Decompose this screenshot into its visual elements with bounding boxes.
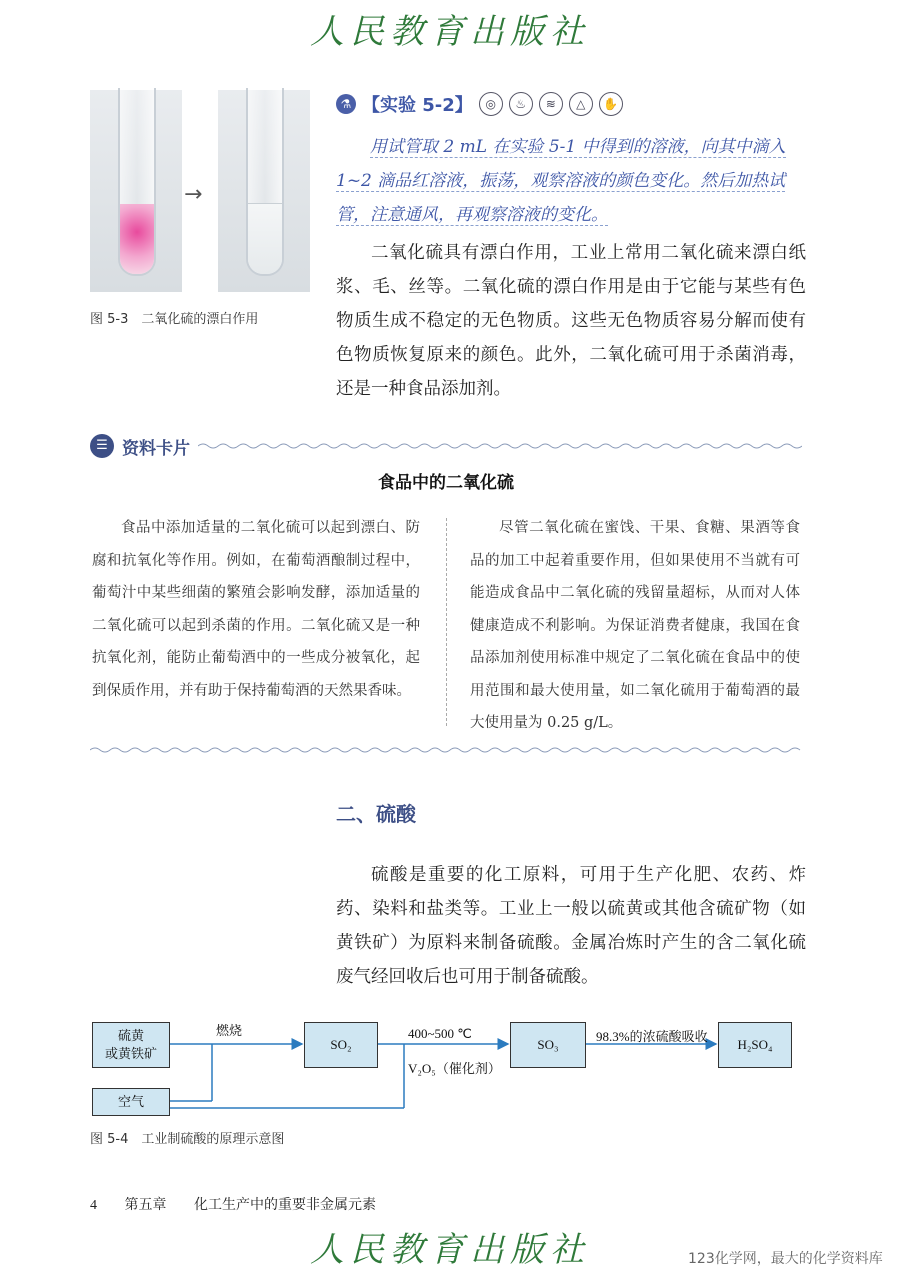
heat-icon: ♨ <box>509 92 533 116</box>
box-so3: SO₃ <box>510 1022 586 1068</box>
figure-caption-5-4: 图 5-4 工业制硫酸的原理示意图 <box>90 1132 285 1147</box>
box-sulfur-pyrite <box>92 1022 170 1068</box>
info-card-left-column: 食品中添加适量的二氧化硫可以起到漂白、防腐和抗氧化等作用。例如，在葡萄酒酿制过程中，葡萄汁中某些细菌的繁殖会影响发酵，添加适量的二氧化硫可以起到杀菌的作用。二氧化硫又是一种抗氧化剂，能防止葡萄酒中的一些成分被氧化，起到保质作用，并有助于保持葡萄酒的天然果香味。 <box>92 520 420 699</box>
hand-wash-icon: ✋ <box>599 92 623 116</box>
box-so2: SO₂ <box>304 1022 378 1068</box>
test-tube-photo-pink <box>90 90 182 292</box>
flask-icon: ⚗ <box>336 94 356 114</box>
box-pyrite-label: 或黄铁矿 <box>104 1046 157 1061</box>
wavy-divider-bottom <box>90 745 802 755</box>
hazard-icon: △ <box>569 92 593 116</box>
document-icon: ☰ <box>90 434 114 458</box>
paragraph-sulfuric-acid: 硫酸是重要的化工原料，可用于生产化肥、农药、炸药、染料和盐类等。工业上一般以硫黄或其他含硫矿物（如黄铁矿）为原料来制备硫酸。金属冶炼时产生的含二氧化硫废气经回收后也可用于制备硫酸。 <box>336 865 806 987</box>
info-card-label: 资料卡片 <box>122 438 190 459</box>
publisher-logo-bottom: 人民教育出版社 <box>310 1230 590 1270</box>
experiment-text <box>336 130 806 232</box>
chapter-title: 化工生产中的重要非金属元素 <box>194 1198 376 1213</box>
chapter-number: 第五章 <box>124 1198 167 1213</box>
info-card-title: 食品中的二氧化硫 <box>378 473 514 493</box>
page-footer <box>90 1194 400 1214</box>
publisher-logo-top: 人民教育出版社 <box>310 12 590 52</box>
experiment-text-body: 用试管取 2 mL 在实验 5-1 中得到的溶液，向其中滴入 1~2 滴品红溶液，振荡，观察溶液的颜色变化。然后加热试管，注意通风，再观察溶液的变化。 <box>336 137 786 225</box>
wavy-divider <box>198 442 802 450</box>
column-divider <box>446 518 447 726</box>
test-tube-icon <box>118 88 156 276</box>
test-tube-photo-clear <box>218 90 310 292</box>
watermark-text: 123化学网，最大的化学资料库 <box>688 1251 883 1267</box>
paragraph-bleaching: 二氧化硫具有漂白作用，工业上常用二氧化硫来漂白纸浆、毛、丝等。二氧化硫的漂白作用是由于它能与某些有色物质生成不稳定的无色物质。这些无色物质容易分解而使有色物质恢复原来的颜色。此外，二氧化硫可用于杀菌消毒，还是一种食品添加剂。 <box>336 243 806 399</box>
ventilation-icon: ≋ <box>539 92 563 116</box>
section-title-sulfuric-acid: 二、硫酸 <box>336 802 416 826</box>
box-sulfur-label: 硫黄 <box>117 1028 144 1043</box>
label-temperature: 400~500 ℃ <box>408 1026 472 1041</box>
label-burn: 燃烧 <box>216 1023 243 1038</box>
box-air: 空气 <box>92 1088 170 1116</box>
info-card-right-column: 尽管二氧化硫在蜜饯、干果、食糖、果酒等食品的加工中起着重要作用，但如果使用不当就有可能造成食品中二氧化硫的残留量超标，从而对人体健康造成不利影响。为保证消费者健康，我国在食品添加剂使用标准中规定了二氧化硫在食品中的使用范围和最大使用量，如二氧化硫用于葡萄酒的最大使用量为 0.25 g/L。 <box>470 520 800 731</box>
label-catalyst: V₂O₅（催化剂） <box>408 1061 501 1076</box>
box-h2so4: H₂SO₄ <box>718 1022 792 1068</box>
test-tube-icon <box>246 88 284 276</box>
goggles-icon: ◎ <box>479 92 503 116</box>
experiment-title: 【实验 5-2】 <box>362 95 473 116</box>
info-card-header <box>90 432 802 460</box>
label-absorb: 98.3%的浓硫酸吸收 <box>596 1029 708 1044</box>
experiment-header <box>336 90 623 118</box>
figure-caption-5-3: 图 5-3 二氧化硫的漂白作用 <box>90 312 259 327</box>
page-number: 4 <box>90 1198 97 1213</box>
figure-arrow: → <box>184 182 203 207</box>
